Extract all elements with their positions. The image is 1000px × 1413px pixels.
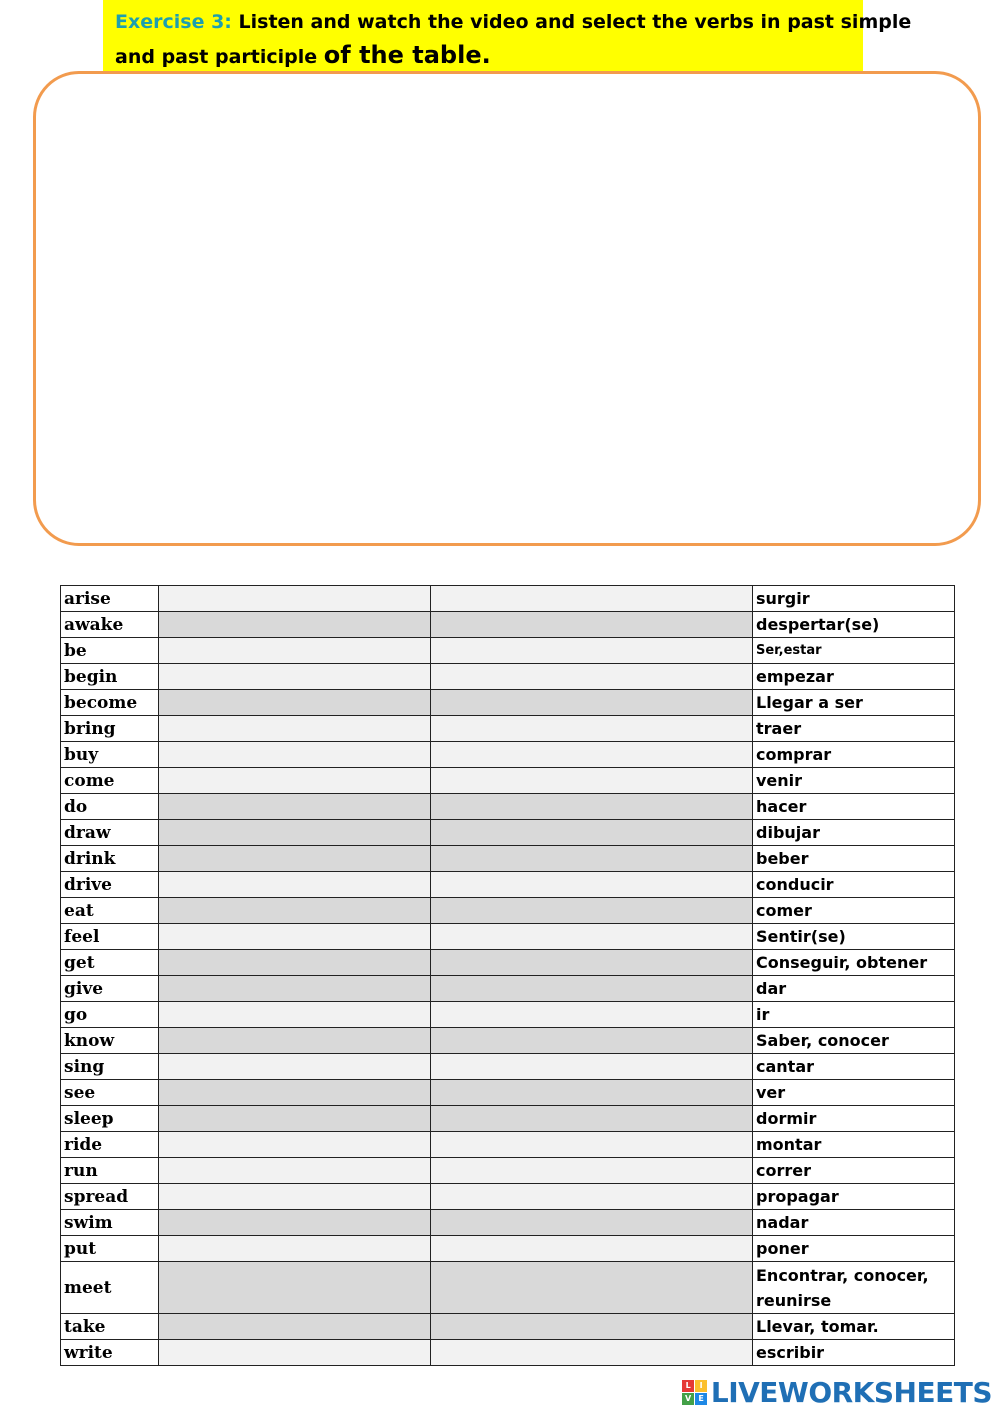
table-row xyxy=(61,1132,955,1158)
translation-cell: Ser,estar xyxy=(753,638,955,664)
table-row xyxy=(61,1158,955,1184)
translation-cell: cantar xyxy=(753,1054,955,1080)
translation-cell: empezar xyxy=(753,664,955,690)
table-row xyxy=(61,794,955,820)
exercise-label: Exercise 3: xyxy=(115,11,232,33)
verb-cell: put xyxy=(61,1236,159,1262)
past-simple-cell[interactable] xyxy=(159,794,431,820)
translation-cell: despertar(se) xyxy=(753,612,955,638)
verb-cell: come xyxy=(61,768,159,794)
past-participle-cell[interactable] xyxy=(431,1132,753,1158)
instruction-line-1 xyxy=(115,6,912,39)
translation-cell: nadar xyxy=(753,1210,955,1236)
verb-cell: feel xyxy=(61,924,159,950)
table-row xyxy=(61,1210,955,1236)
verb-cell: know xyxy=(61,1028,159,1054)
past-simple-cell[interactable] xyxy=(159,820,431,846)
verb-cell: spread xyxy=(61,1184,159,1210)
table-row xyxy=(61,976,955,1002)
past-simple-cell[interactable] xyxy=(159,1106,431,1132)
instruction-text-3: of the table. xyxy=(323,41,491,69)
table-row xyxy=(61,1340,955,1366)
translation-cell: beber xyxy=(753,846,955,872)
verb-cell: go xyxy=(61,1002,159,1028)
translation-cell: escribir xyxy=(753,1340,955,1366)
table-row xyxy=(61,872,955,898)
translation-cell: Conseguir, obtener xyxy=(753,950,955,976)
past-simple-cell[interactable] xyxy=(159,1028,431,1054)
instruction-line-2 xyxy=(115,39,851,74)
translation-cell: correr xyxy=(753,1158,955,1184)
verb-cell: run xyxy=(61,1158,159,1184)
verb-cell: meet xyxy=(61,1262,159,1314)
logo-square-icon: E xyxy=(695,1393,707,1405)
past-simple-cell[interactable] xyxy=(159,1132,431,1158)
verb-cell: give xyxy=(61,976,159,1002)
verb-cell: do xyxy=(61,794,159,820)
past-simple-cell[interactable] xyxy=(159,1158,431,1184)
past-simple-cell[interactable] xyxy=(159,1210,431,1236)
past-participle-cell[interactable] xyxy=(431,924,753,950)
translation-cell: dar xyxy=(753,976,955,1002)
table-row xyxy=(61,1314,955,1340)
verb-cell: awake xyxy=(61,612,159,638)
past-participle-cell[interactable] xyxy=(431,1158,753,1184)
logo-mark-icon xyxy=(682,1380,707,1405)
logo-square-icon: V xyxy=(682,1393,694,1405)
past-participle-cell[interactable] xyxy=(431,690,753,716)
past-participle-cell[interactable] xyxy=(431,1054,753,1080)
past-participle-cell[interactable] xyxy=(431,846,753,872)
translation-cell: comprar xyxy=(753,742,955,768)
table-row xyxy=(61,1184,955,1210)
past-participle-cell[interactable] xyxy=(431,976,753,1002)
past-simple-cell[interactable] xyxy=(159,664,431,690)
translation-cell: Saber, conocer xyxy=(753,1028,955,1054)
past-simple-cell[interactable] xyxy=(159,1054,431,1080)
past-participle-cell[interactable] xyxy=(431,768,753,794)
verb-cell: arise xyxy=(61,586,159,612)
past-participle-cell[interactable] xyxy=(431,612,753,638)
verb-cell: sleep xyxy=(61,1106,159,1132)
table-row xyxy=(61,1080,955,1106)
table-row xyxy=(61,742,955,768)
liveworksheets-logo xyxy=(682,1376,992,1409)
table-row xyxy=(61,924,955,950)
translation-cell: dibujar xyxy=(753,820,955,846)
verb-cell: bring xyxy=(61,716,159,742)
verb-cell: draw xyxy=(61,820,159,846)
translation-cell: poner xyxy=(753,1236,955,1262)
table-row xyxy=(61,768,955,794)
translation-cell: montar xyxy=(753,1132,955,1158)
translation-cell: Llevar, tomar. xyxy=(753,1314,955,1340)
past-participle-cell[interactable] xyxy=(431,820,753,846)
past-participle-cell[interactable] xyxy=(431,1314,753,1340)
translation-cell: ver xyxy=(753,1080,955,1106)
video-frame[interactable] xyxy=(33,71,981,546)
verb-cell: begin xyxy=(61,664,159,690)
verbs-table-body xyxy=(61,586,955,1366)
table-row xyxy=(61,1028,955,1054)
past-simple-cell[interactable] xyxy=(159,768,431,794)
verb-cell: eat xyxy=(61,898,159,924)
translation-cell: propagar xyxy=(753,1184,955,1210)
verb-cell: become xyxy=(61,690,159,716)
past-simple-cell[interactable] xyxy=(159,716,431,742)
past-simple-cell[interactable] xyxy=(159,1262,431,1314)
translation-cell: ir xyxy=(753,1002,955,1028)
past-participle-cell[interactable] xyxy=(431,638,753,664)
translation-cell: Encontrar, conocer, reunirse xyxy=(753,1262,955,1314)
past-simple-cell[interactable] xyxy=(159,924,431,950)
logo-text: LIVEWORKSHEETS xyxy=(710,1376,992,1409)
table-row xyxy=(61,1262,955,1314)
table-row xyxy=(61,716,955,742)
past-simple-cell[interactable] xyxy=(159,690,431,716)
translation-cell: conducir xyxy=(753,872,955,898)
past-participle-cell[interactable] xyxy=(431,1210,753,1236)
verb-cell: ride xyxy=(61,1132,159,1158)
verb-cell: swim xyxy=(61,1210,159,1236)
table-row xyxy=(61,898,955,924)
verb-cell: sing xyxy=(61,1054,159,1080)
past-simple-cell[interactable] xyxy=(159,1314,431,1340)
table-row xyxy=(61,1236,955,1262)
past-simple-cell[interactable] xyxy=(159,1340,431,1366)
verb-cell: drink xyxy=(61,846,159,872)
table-row xyxy=(61,1106,955,1132)
past-simple-cell[interactable] xyxy=(159,1080,431,1106)
past-participle-cell[interactable] xyxy=(431,742,753,768)
past-simple-cell[interactable] xyxy=(159,1002,431,1028)
table-row xyxy=(61,820,955,846)
verb-cell: take xyxy=(61,1314,159,1340)
table-row xyxy=(61,1054,955,1080)
past-simple-cell[interactable] xyxy=(159,612,431,638)
past-simple-cell[interactable] xyxy=(159,638,431,664)
past-simple-cell[interactable] xyxy=(159,872,431,898)
exercise-header xyxy=(103,0,912,72)
past-simple-cell[interactable] xyxy=(159,898,431,924)
translation-cell: comer xyxy=(753,898,955,924)
past-simple-cell[interactable] xyxy=(159,846,431,872)
translation-cell: dormir xyxy=(753,1106,955,1132)
past-participle-cell[interactable] xyxy=(431,664,753,690)
table-row xyxy=(61,950,955,976)
past-participle-cell[interactable] xyxy=(431,1262,753,1314)
past-simple-cell[interactable] xyxy=(159,1236,431,1262)
past-participle-cell[interactable] xyxy=(431,1236,753,1262)
past-simple-cell[interactable] xyxy=(159,976,431,1002)
table-row xyxy=(61,664,955,690)
table-row xyxy=(61,638,955,664)
translation-cell: surgir xyxy=(753,586,955,612)
past-participle-cell[interactable] xyxy=(431,1106,753,1132)
instruction-text-2: and past participle xyxy=(115,46,324,68)
verb-cell: see xyxy=(61,1080,159,1106)
past-simple-cell[interactable] xyxy=(159,1184,431,1210)
verb-cell: write xyxy=(61,1340,159,1366)
table-row xyxy=(61,690,955,716)
past-participle-cell[interactable] xyxy=(431,872,753,898)
translation-cell: Sentir(se) xyxy=(753,924,955,950)
translation-cell: traer xyxy=(753,716,955,742)
past-simple-cell[interactable] xyxy=(159,742,431,768)
past-participle-cell[interactable] xyxy=(431,1340,753,1366)
verbs-table xyxy=(60,585,955,1366)
verb-cell: get xyxy=(61,950,159,976)
past-participle-cell[interactable] xyxy=(431,586,753,612)
verb-cell: buy xyxy=(61,742,159,768)
verb-cell: drive xyxy=(61,872,159,898)
verb-cell: be xyxy=(61,638,159,664)
table-row xyxy=(61,612,955,638)
translation-cell: Llegar a ser xyxy=(753,690,955,716)
past-participle-cell[interactable] xyxy=(431,1028,753,1054)
past-participle-cell[interactable] xyxy=(431,1184,753,1210)
table-row xyxy=(61,846,955,872)
logo-square-icon: L xyxy=(682,1380,694,1392)
past-participle-cell[interactable] xyxy=(431,1080,753,1106)
past-simple-cell[interactable] xyxy=(159,586,431,612)
past-simple-cell[interactable] xyxy=(159,950,431,976)
past-participle-cell[interactable] xyxy=(431,898,753,924)
past-participle-cell[interactable] xyxy=(431,1002,753,1028)
past-participle-cell[interactable] xyxy=(431,794,753,820)
instruction-text-1: Listen and watch the video and select the verbs in past simple xyxy=(231,11,912,33)
translation-cell: hacer xyxy=(753,794,955,820)
table-row xyxy=(61,1002,955,1028)
translation-cell: venir xyxy=(753,768,955,794)
past-participle-cell[interactable] xyxy=(431,716,753,742)
table-row xyxy=(61,586,955,612)
past-participle-cell[interactable] xyxy=(431,950,753,976)
logo-square-icon: I xyxy=(695,1380,707,1392)
